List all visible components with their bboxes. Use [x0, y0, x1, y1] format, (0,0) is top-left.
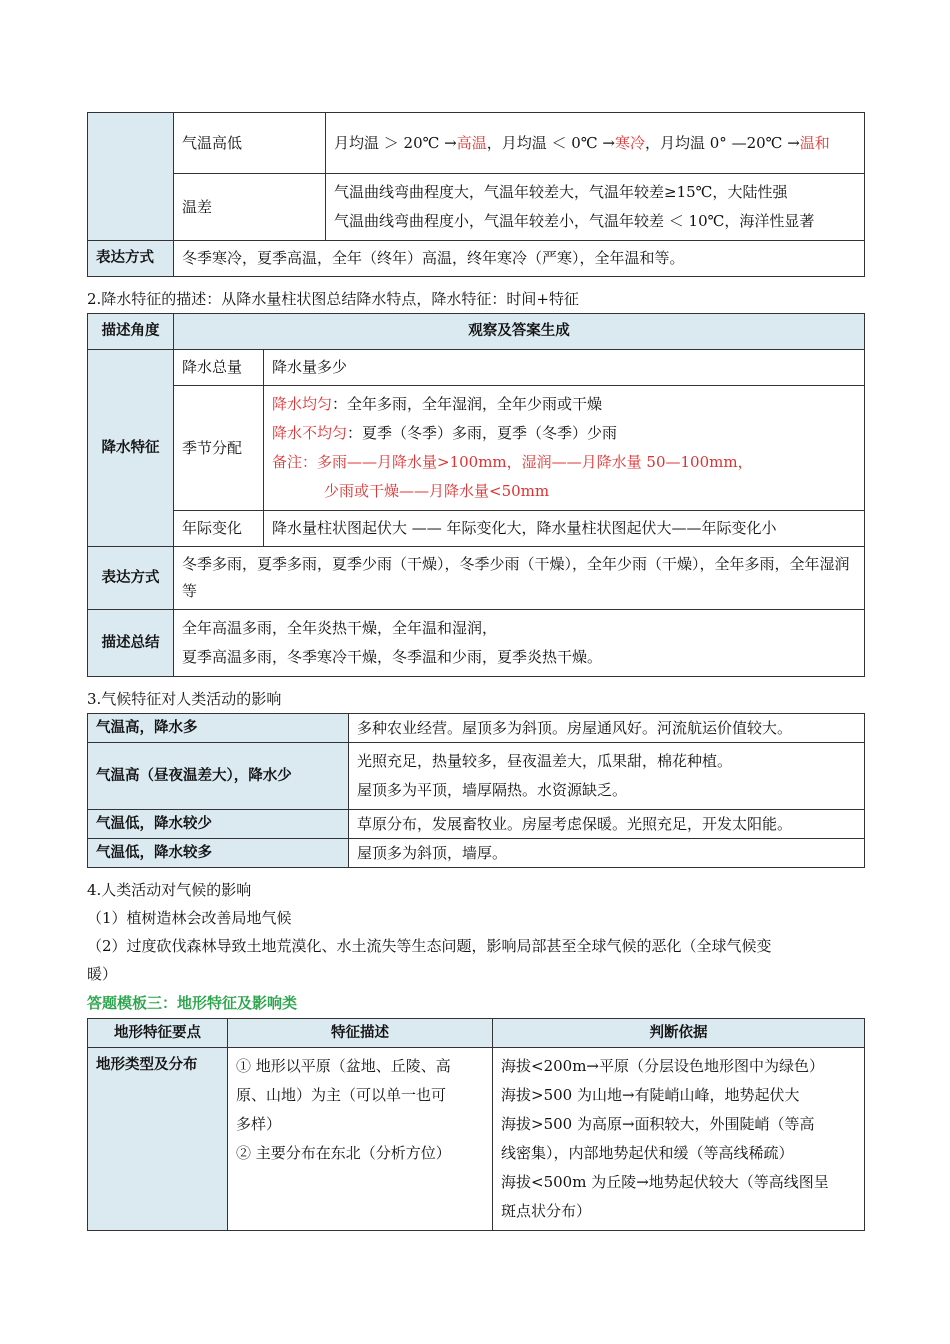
table-row [88, 547, 865, 610]
highlight-text: 温和 [799, 133, 830, 152]
condition-label: 气温低，降水较少 [88, 810, 349, 839]
table-header-row [88, 314, 865, 350]
text-line: 原、山地）为主（可以单一也可 [236, 1086, 447, 1104]
text-span: 月均温 ＞ 20℃ → [334, 133, 457, 152]
text-line: 海拔<200m→平原（分层设色地形图中为绿色） [501, 1057, 824, 1075]
table-header-row [88, 1019, 865, 1048]
temperature-range-content [326, 174, 865, 241]
condition-label: 气温低，降水较多 [88, 839, 349, 868]
summary-label: 描述总结 [88, 610, 174, 677]
impact-text: 屋顶多为斜顶，墙厚。 [349, 839, 865, 868]
text-line: 多样） [236, 1115, 282, 1133]
header-cell: 地形特征要点 [88, 1019, 228, 1048]
text-line: 海拔<500m 为丘陵→地势起伏较大（等高线图呈 [501, 1173, 829, 1191]
highlight-text: 降水不均匀 [272, 424, 348, 442]
text-line: 全年高温多雨，全年炎热干燥，全年温和湿润， [182, 619, 498, 637]
text-span: ：全年多雨，全年湿润，全年少雨或干燥 [332, 395, 603, 413]
table-row [88, 810, 865, 839]
summary-content [174, 610, 865, 677]
header-cell: 特征描述 [228, 1019, 493, 1048]
document-page [87, 112, 864, 1231]
table-row [88, 241, 865, 277]
header-cell: 观察及答案生成 [174, 314, 865, 350]
text-span: ，月均温 ＜ 0℃ → [486, 133, 615, 152]
row-content: 降水量柱状图起伏大 —— 年际变化大，降水量柱状图起伏大——年际变化小 [264, 511, 865, 547]
text-span: ：夏季（冬季）多雨，夏季（冬季）少雨 [347, 424, 618, 442]
row-label: 季节分配 [174, 386, 264, 511]
table-row [88, 610, 865, 677]
row-content: 降水量多少 [264, 350, 865, 386]
season-content [264, 386, 865, 511]
temperature-table [87, 112, 865, 277]
text-line: 斑点状分布） [501, 1202, 592, 1220]
table-row [88, 113, 865, 174]
precipitation-table [87, 313, 865, 677]
row-label: 降水总量 [174, 350, 264, 386]
text-line: 海拔>500 为山地→有陡峭山峰，地势起伏大 [501, 1086, 800, 1104]
group-label: 降水特征 [88, 350, 174, 547]
row-label: 地形类型及分布 [88, 1048, 228, 1231]
highlight-text: 高温 [456, 133, 487, 152]
terrain-table [87, 1018, 865, 1231]
note-line: 备注：多雨——月降水量>100mm，湿润——月降水量 50—100mm， [272, 453, 753, 471]
text-line: 线密集），内部地势起伏和缓（等高线稀疏） [501, 1144, 794, 1162]
section-heading: 3.气候特征对人类活动的影响 [87, 690, 282, 708]
basis-content [493, 1048, 865, 1231]
note-line: 少雨或干燥——月降水量<50mm [324, 482, 550, 500]
text-line [272, 419, 856, 448]
header-cell: 描述角度 [88, 314, 174, 350]
text-line: ① 地形以平原（盆地、丘陵、高 [236, 1057, 451, 1075]
condition-label: 气温高，降水多 [88, 714, 349, 743]
text-span: ，月均温 0° —20℃ → [644, 133, 800, 152]
table-row [88, 511, 865, 547]
list-item: （2）过度砍伐森林导致土地荒漠化、水土流失等生态问题，影响局部甚至全球气候的恶化（全球气候变 [87, 937, 772, 955]
text-line: 光照充足，热量较多，昼夜温差大，瓜果甜，棉花种植。 [357, 752, 733, 770]
table-row [88, 1048, 865, 1231]
expression-text: 冬季寒冷，夏季高温，全年（终年）高温，终年寒冷（严寒），全年温和等。 [174, 241, 865, 277]
impact-text: 多种农业经营。屋顶多为斜顶。房屋通风好。河流航运价值较大。 [349, 714, 865, 743]
highlight-text: 降水均匀 [272, 395, 333, 413]
text-line: 气温曲线弯曲程度大，气温年较差大，气温年较差≥15℃，大陆性强 [334, 183, 788, 201]
highlight-text: 寒冷 [614, 133, 645, 152]
row-label: 气温高低 [174, 113, 326, 174]
template-title: 答题模板三：地形特征及影响类 [87, 994, 298, 1012]
row-label: 温差 [174, 174, 326, 241]
section-heading: 4.人类活动对气候的影响 [87, 881, 252, 899]
description-content [228, 1048, 493, 1231]
text-line [272, 390, 856, 419]
table-row [88, 714, 865, 743]
shaded-group-cell [88, 113, 174, 241]
text-line: 夏季高温多雨，冬季寒冷干燥，冬季温和少雨，夏季炎热干燥。 [182, 648, 603, 666]
section-heading: 2.降水特征的描述：从降水量柱状图总结降水特点，降水特征：时间+特征 [87, 290, 579, 308]
list-item: （1）植树造林会改善局地气候 [87, 909, 292, 927]
temperature-level-content [326, 113, 865, 174]
text-line: 海拔>500 为高原→面积较大，外围陡峭（等高 [501, 1115, 815, 1133]
expression-label: 表达方式 [88, 241, 174, 277]
expression-label: 表达方式 [88, 547, 174, 610]
table-row [88, 350, 865, 386]
expression-text: 冬季多雨，夏季多雨，夏季少雨（干燥），冬季少雨（干燥），全年少雨（干燥），全年多雨，全年湿润等 [174, 547, 865, 610]
impact-content [349, 743, 865, 810]
text-line: ② 主要分布在东北（分析方位） [236, 1144, 451, 1162]
table-row [88, 839, 865, 868]
table-row [88, 174, 865, 241]
row-label: 年际变化 [174, 511, 264, 547]
text-line: 屋顶多为平顶，墙厚隔热。水资源缺乏。 [357, 781, 628, 799]
table-row [88, 743, 865, 810]
impact-text: 草原分布，发展畜牧业。房屋考虑保暖。光照充足，开发太阳能。 [349, 810, 865, 839]
header-cell: 判断依据 [493, 1019, 865, 1048]
condition-label: 气温高（昼夜温差大），降水少 [88, 743, 349, 810]
table-row [88, 386, 865, 511]
text-line: 气温曲线弯曲程度小，气温年较差小，气温年较差 ＜ 10℃，海洋性显著 [334, 212, 815, 230]
list-item-continued: 暖） [87, 965, 118, 983]
climate-impact-table [87, 713, 865, 868]
